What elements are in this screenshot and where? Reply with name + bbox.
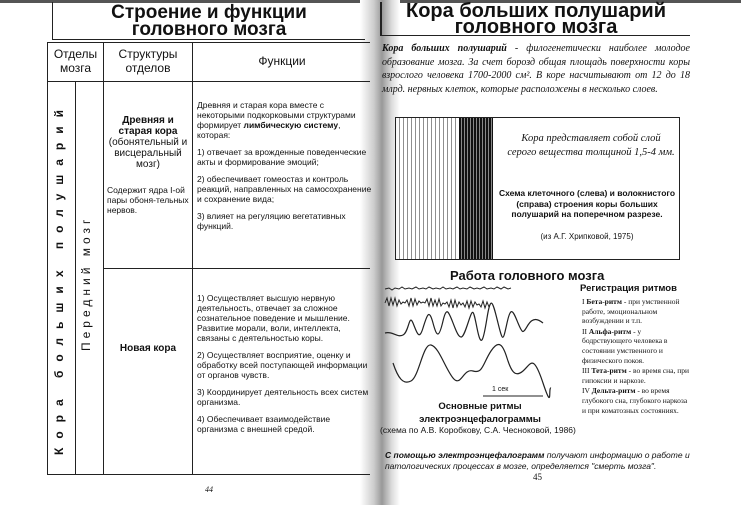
function-item: 2) Осуществляет восприятие, оценку и обработку всей поступающей информации от органов чувств. (197, 350, 368, 380)
divider (103, 43, 104, 474)
divider (192, 43, 193, 474)
rhythm-item (582, 297, 690, 326)
rhythm-name: Дельта-ритм (591, 386, 636, 396)
beta-wave (385, 287, 511, 290)
rhythm-item (582, 366, 690, 385)
scale-label: 1 сек (492, 386, 509, 393)
rhythm-name: Тета-ритм (591, 366, 627, 376)
para-text: - филогенетически наиболее молодое образование мозга. За счет борозд общая площадь поверхности коры взрослого человека 1700-2000 см². В коре насчитывают от 12 до 18 млрд. нервных клеток, которые расположены в несколько слоев. (382, 43, 691, 95)
header-structures: Структуры отделов (118, 47, 178, 75)
eeg-title: Работа головного мозга (450, 268, 605, 283)
rhythm-num: II (582, 326, 587, 336)
divider (103, 268, 370, 269)
left-page-title (52, 2, 365, 40)
header-sections: Отделы мозга (53, 47, 98, 75)
title-line: головного мозга (454, 16, 618, 38)
rhythm-num: III (582, 366, 590, 376)
function-item: 1) отвечает за врожденные поведенческие акты и формирование эмоций; (197, 147, 367, 167)
rhythm-desc: - во время сна, при гипоксии и наркозе. (582, 366, 689, 385)
alpha-wave (385, 303, 543, 340)
page-number: 44 (205, 485, 213, 494)
section-inner-label: Передний мозг (79, 215, 93, 351)
footer-text: получают информацию о работе и патологических процессах в мозге, определяется "смерть мозга". (385, 450, 690, 471)
header-functions: Функции (258, 54, 306, 68)
rhythm-item (582, 327, 690, 365)
function-item: 3) Координирует деятельность всех систем организма. (197, 387, 369, 407)
rhythms-list (582, 297, 690, 415)
section-outer-label: Кора больших полушарий (52, 101, 66, 455)
rhythm-desc: - у бодрствующего человека в состоянии умственного и физического покоя. (582, 326, 668, 365)
footer-bold: С помощью электроэнцефалограмм (385, 450, 545, 460)
eeg-footer (385, 450, 690, 472)
structure-extra: Содержит ядра I-ой пары обоня-тельных нервов. (107, 185, 189, 215)
eeg-caption: Основные ритмы электроэнцефалограммы (419, 401, 541, 425)
rhythm-item (582, 386, 690, 415)
cortex-fiber-illustration (459, 118, 493, 259)
rhythm-desc: - во время глубокого сна, глубокого наркоза и при коматозных состояниях. (582, 386, 688, 415)
title-line: Кора больших полушарий (406, 0, 666, 22)
function-item: 2) обеспечивает гомеостаз и контроль реакций, направленных на самосохранение и сохранение вида; (197, 174, 372, 204)
rhythm-name: Бета-ритм (586, 297, 622, 306)
divider (75, 81, 76, 474)
beta-wave-2 (385, 298, 489, 308)
structure-name: Древняя и старая кора (118, 115, 178, 137)
function-intro: Древняя и старая кора вместе с некоторыми подкорковыми структурами формирует (197, 100, 356, 130)
cortex-figure (395, 117, 680, 260)
eeg-source: (схема по А.В. Коробкову, С.А. Чесноковой, 1986) (380, 425, 576, 435)
rhythm-desc: - при умственной работе, эмоциональном возбуждении и т.п. (582, 297, 680, 326)
title-line: Строение и функции (111, 2, 307, 23)
delta-wave (393, 345, 551, 398)
figure-text: Кора представляет собой слой серого вещества толщиной 1,5-4 мм. (507, 133, 675, 158)
function-item: 3) влияет на регуляцию вегетативных функций. (197, 211, 346, 231)
rhythm-num: IV (582, 386, 590, 396)
divider (48, 81, 370, 82)
function-intro-end: , которая: (197, 120, 341, 140)
structure-name: Новая кора (119, 343, 177, 354)
para-bold: Кора больших полушарий (382, 43, 507, 54)
function-item: 1) Осуществляет высшую нервную деятельность, отвечает за сложное сознательное поведение и мышление. Развитие морали, воли, интеллекта, связаны с деятельностью коры. (197, 293, 350, 343)
title-line: головного мозга (131, 19, 287, 40)
intro-paragraph (382, 42, 690, 96)
right-page-title (380, 2, 690, 36)
figure-source: (из А.Г. Хрипковой, 1975) (540, 232, 634, 241)
rhythm-num: I (582, 297, 585, 306)
brain-table (47, 42, 370, 475)
rhythms-title: Регистрация ритмов (580, 283, 677, 294)
page-number: 45 (533, 472, 542, 482)
function-item: 4) Обеспечивает взаимодействие организма с внешней средой. (197, 414, 331, 434)
eeg-waveforms (383, 283, 553, 403)
structure-note: (обонятельный и висцеральный мозг) (108, 137, 188, 170)
rhythm-name: Альфа-ритм (588, 326, 632, 336)
figure-caption: Схема клеточного (слева) и волокнистого (справа) строения коры больших полушарий на поперечном разрезе. (498, 188, 676, 219)
function-intro-bold: лимбическую систему (243, 120, 339, 130)
